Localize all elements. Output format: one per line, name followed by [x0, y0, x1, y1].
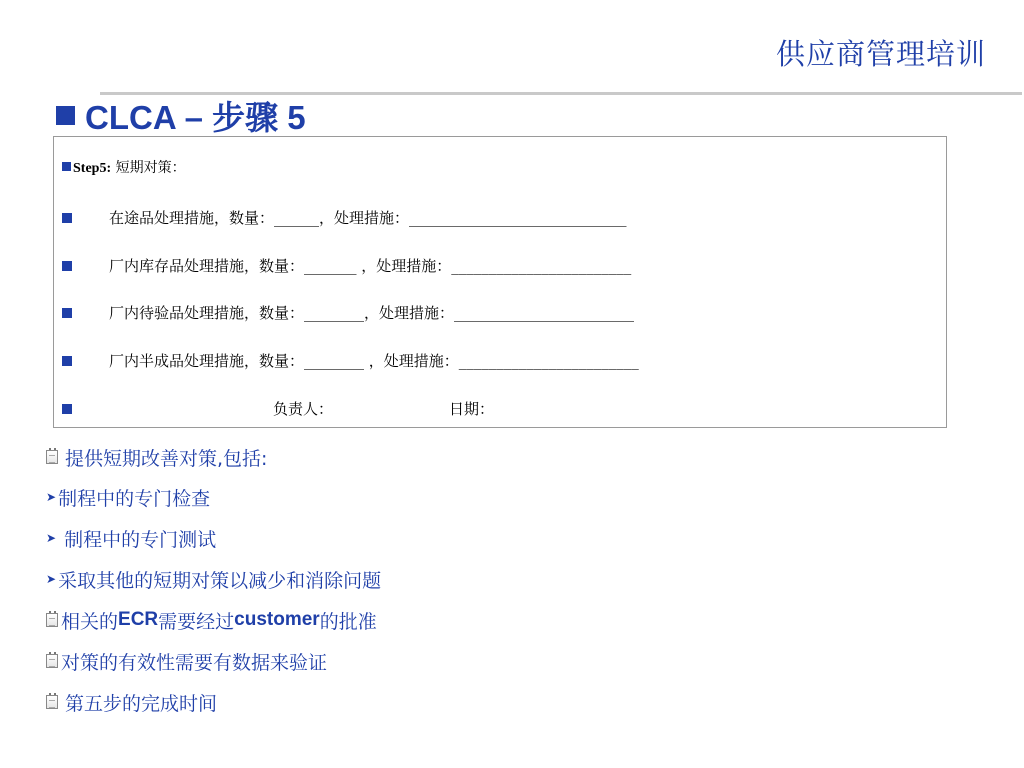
list-item [46, 607, 377, 633]
list-item [46, 444, 267, 470]
date-label: 日期： [449, 400, 495, 418]
notebook-icon [46, 613, 58, 627]
form-row-text: 厂内库存品处理措施，数量：_______ ，处理措施：________________________ [109, 257, 632, 275]
arrow-bullet-icon: ➤ [46, 572, 57, 586]
ecr-text: ECR [118, 609, 159, 630]
form-row [62, 352, 639, 371]
form-row-text: 厂内待验品处理措施，数量：________，处理措施：________________________ [109, 304, 635, 322]
list-item-text: 制程中的专门测试 [64, 528, 217, 551]
square-bullet-icon [62, 213, 72, 223]
list-item-text: 采取其他的短期对策以减少和消除问题 [58, 569, 382, 592]
customer-text: customer [234, 609, 320, 630]
list-item-text: 第五步的完成时间 [65, 692, 218, 715]
list-item [46, 689, 217, 715]
square-bullet-icon [62, 356, 72, 366]
list-item-text: 相关的 [61, 610, 119, 633]
form-row [62, 304, 635, 323]
form-row [62, 209, 627, 228]
square-bullet-icon [62, 308, 72, 318]
form-row-signature [62, 400, 495, 419]
list-item-text: 制程中的专门检查 [58, 487, 211, 510]
list-item [46, 566, 381, 592]
slide-title-text: CLCA – 步骤 5 [85, 99, 306, 136]
list-item-text: 提供短期改善对策,包括: [65, 447, 268, 470]
arrow-bullet-icon: ➤ [46, 490, 57, 504]
step-label [62, 157, 186, 177]
list-item-text: 对策的有效性需要有数据来验证 [61, 651, 328, 674]
form-row-text: 在途品处理措施，数量：______，处理措施：_____________________________ [109, 209, 627, 227]
form-box [53, 136, 947, 428]
square-bullet-icon [56, 106, 75, 125]
list-item [46, 648, 327, 674]
notebook-icon [46, 450, 58, 464]
notebook-icon [46, 695, 58, 709]
square-bullet-icon [62, 404, 72, 414]
list-item-text: 的批准 [319, 610, 377, 633]
step-label-bold: Step5: [73, 161, 112, 176]
slide-title [56, 92, 306, 139]
notebook-icon [46, 654, 58, 668]
square-bullet-icon [62, 162, 71, 171]
header-title: 供应商管理培训 [775, 37, 986, 71]
list-item [46, 484, 210, 510]
arrow-bullet-icon: ➤ [46, 531, 57, 545]
step-label-text: 短期对策： [111, 160, 186, 176]
form-row-text: 厂内半成品处理措施，数量：________ ，处理措施：________________________ [109, 352, 639, 370]
form-row [62, 257, 632, 276]
responsible-label: 负责人： [273, 400, 334, 418]
list-item [46, 525, 216, 551]
list-item-text: 需要经过 [158, 610, 235, 633]
square-bullet-icon [62, 261, 72, 271]
